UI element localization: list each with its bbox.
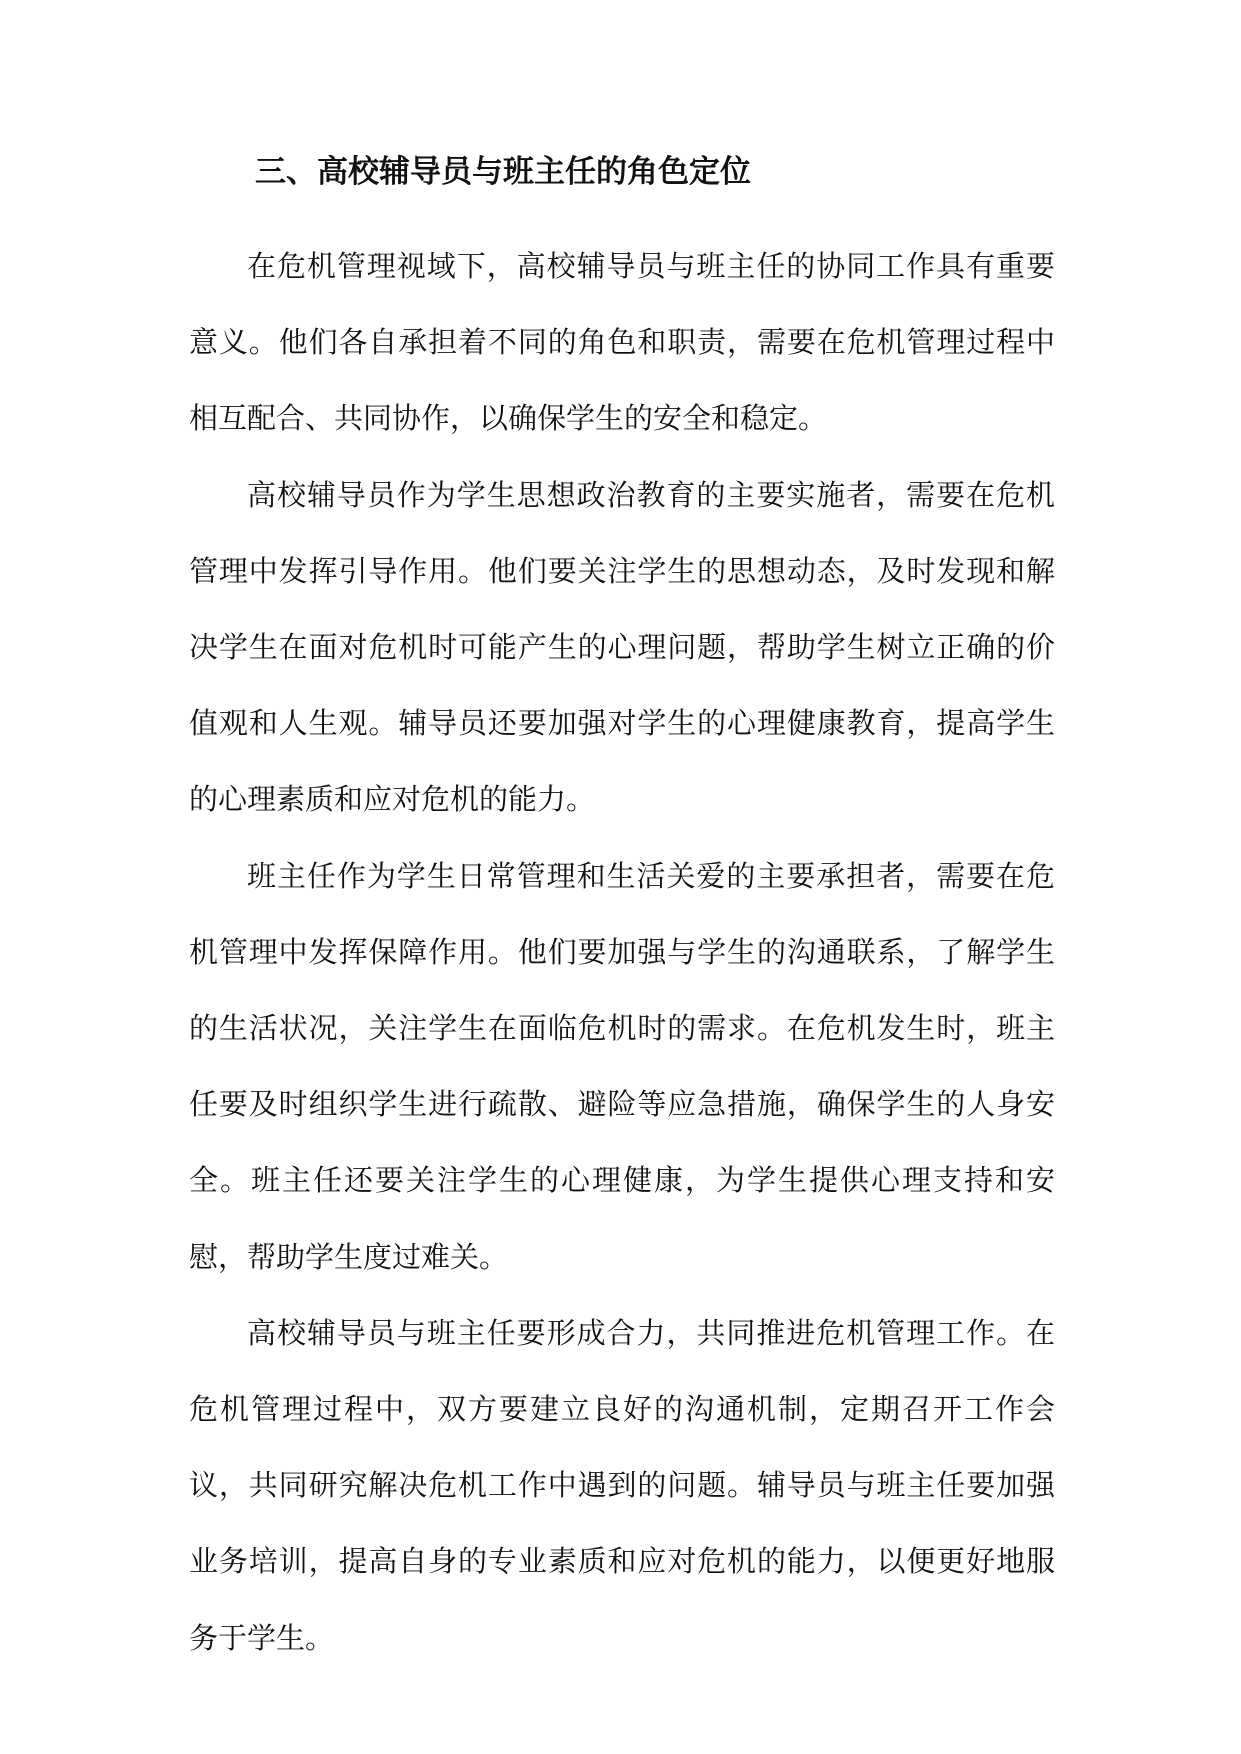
paragraph-2: 高校辅导员作为学生思想政治教育的主要实施者，需要在危机管理中发挥引导作用。他们要关注学生的思想动态，及时发现和解决学生在面对危机时可能产生的心理问题，帮助学生树立正确的价值观和人生观。辅导员还要加强对学生的心理健康教育，提高学生的心理素质和应对危机的能力。: [189, 477, 1055, 817]
paragraph-4: 高校辅导员与班主任要形成合力，共同推进危机管理工作。在危机管理过程中，双方要建立良好的沟通机制，定期召开工作会议，共同研究解决危机工作中遇到的问题。辅导员与班主任要加强业务培训，提高自身的专业素质和应对危机的能力，以便更好地服务于学生。: [189, 1315, 1055, 1655]
section-heading: 三、高校辅导员与班主任的角色定位: [255, 154, 751, 190]
paragraph-3: 班主任作为学生日常管理和生活关爱的主要承担者，需要在危机管理中发挥保障作用。他们要加强与学生的沟通联系，了解学生的生活状况，关注学生在面临危机时的需求。在危机发生时，班主任要及时组织学生进行疏散、避险等应急措施，确保学生的人身安全。班主任还要关注学生的心理健康，为学生提供心理支持和安慰，帮助学生度过难关。: [189, 858, 1055, 1274]
paragraph-1: 在危机管理视域下，高校辅导员与班主任的协同工作具有重要意义。他们各自承担着不同的角色和职责，需要在危机管理过程中相互配合、共同协作，以确保学生的安全和稳定。: [189, 249, 1055, 436]
section-body: [189, 228, 1055, 1676]
